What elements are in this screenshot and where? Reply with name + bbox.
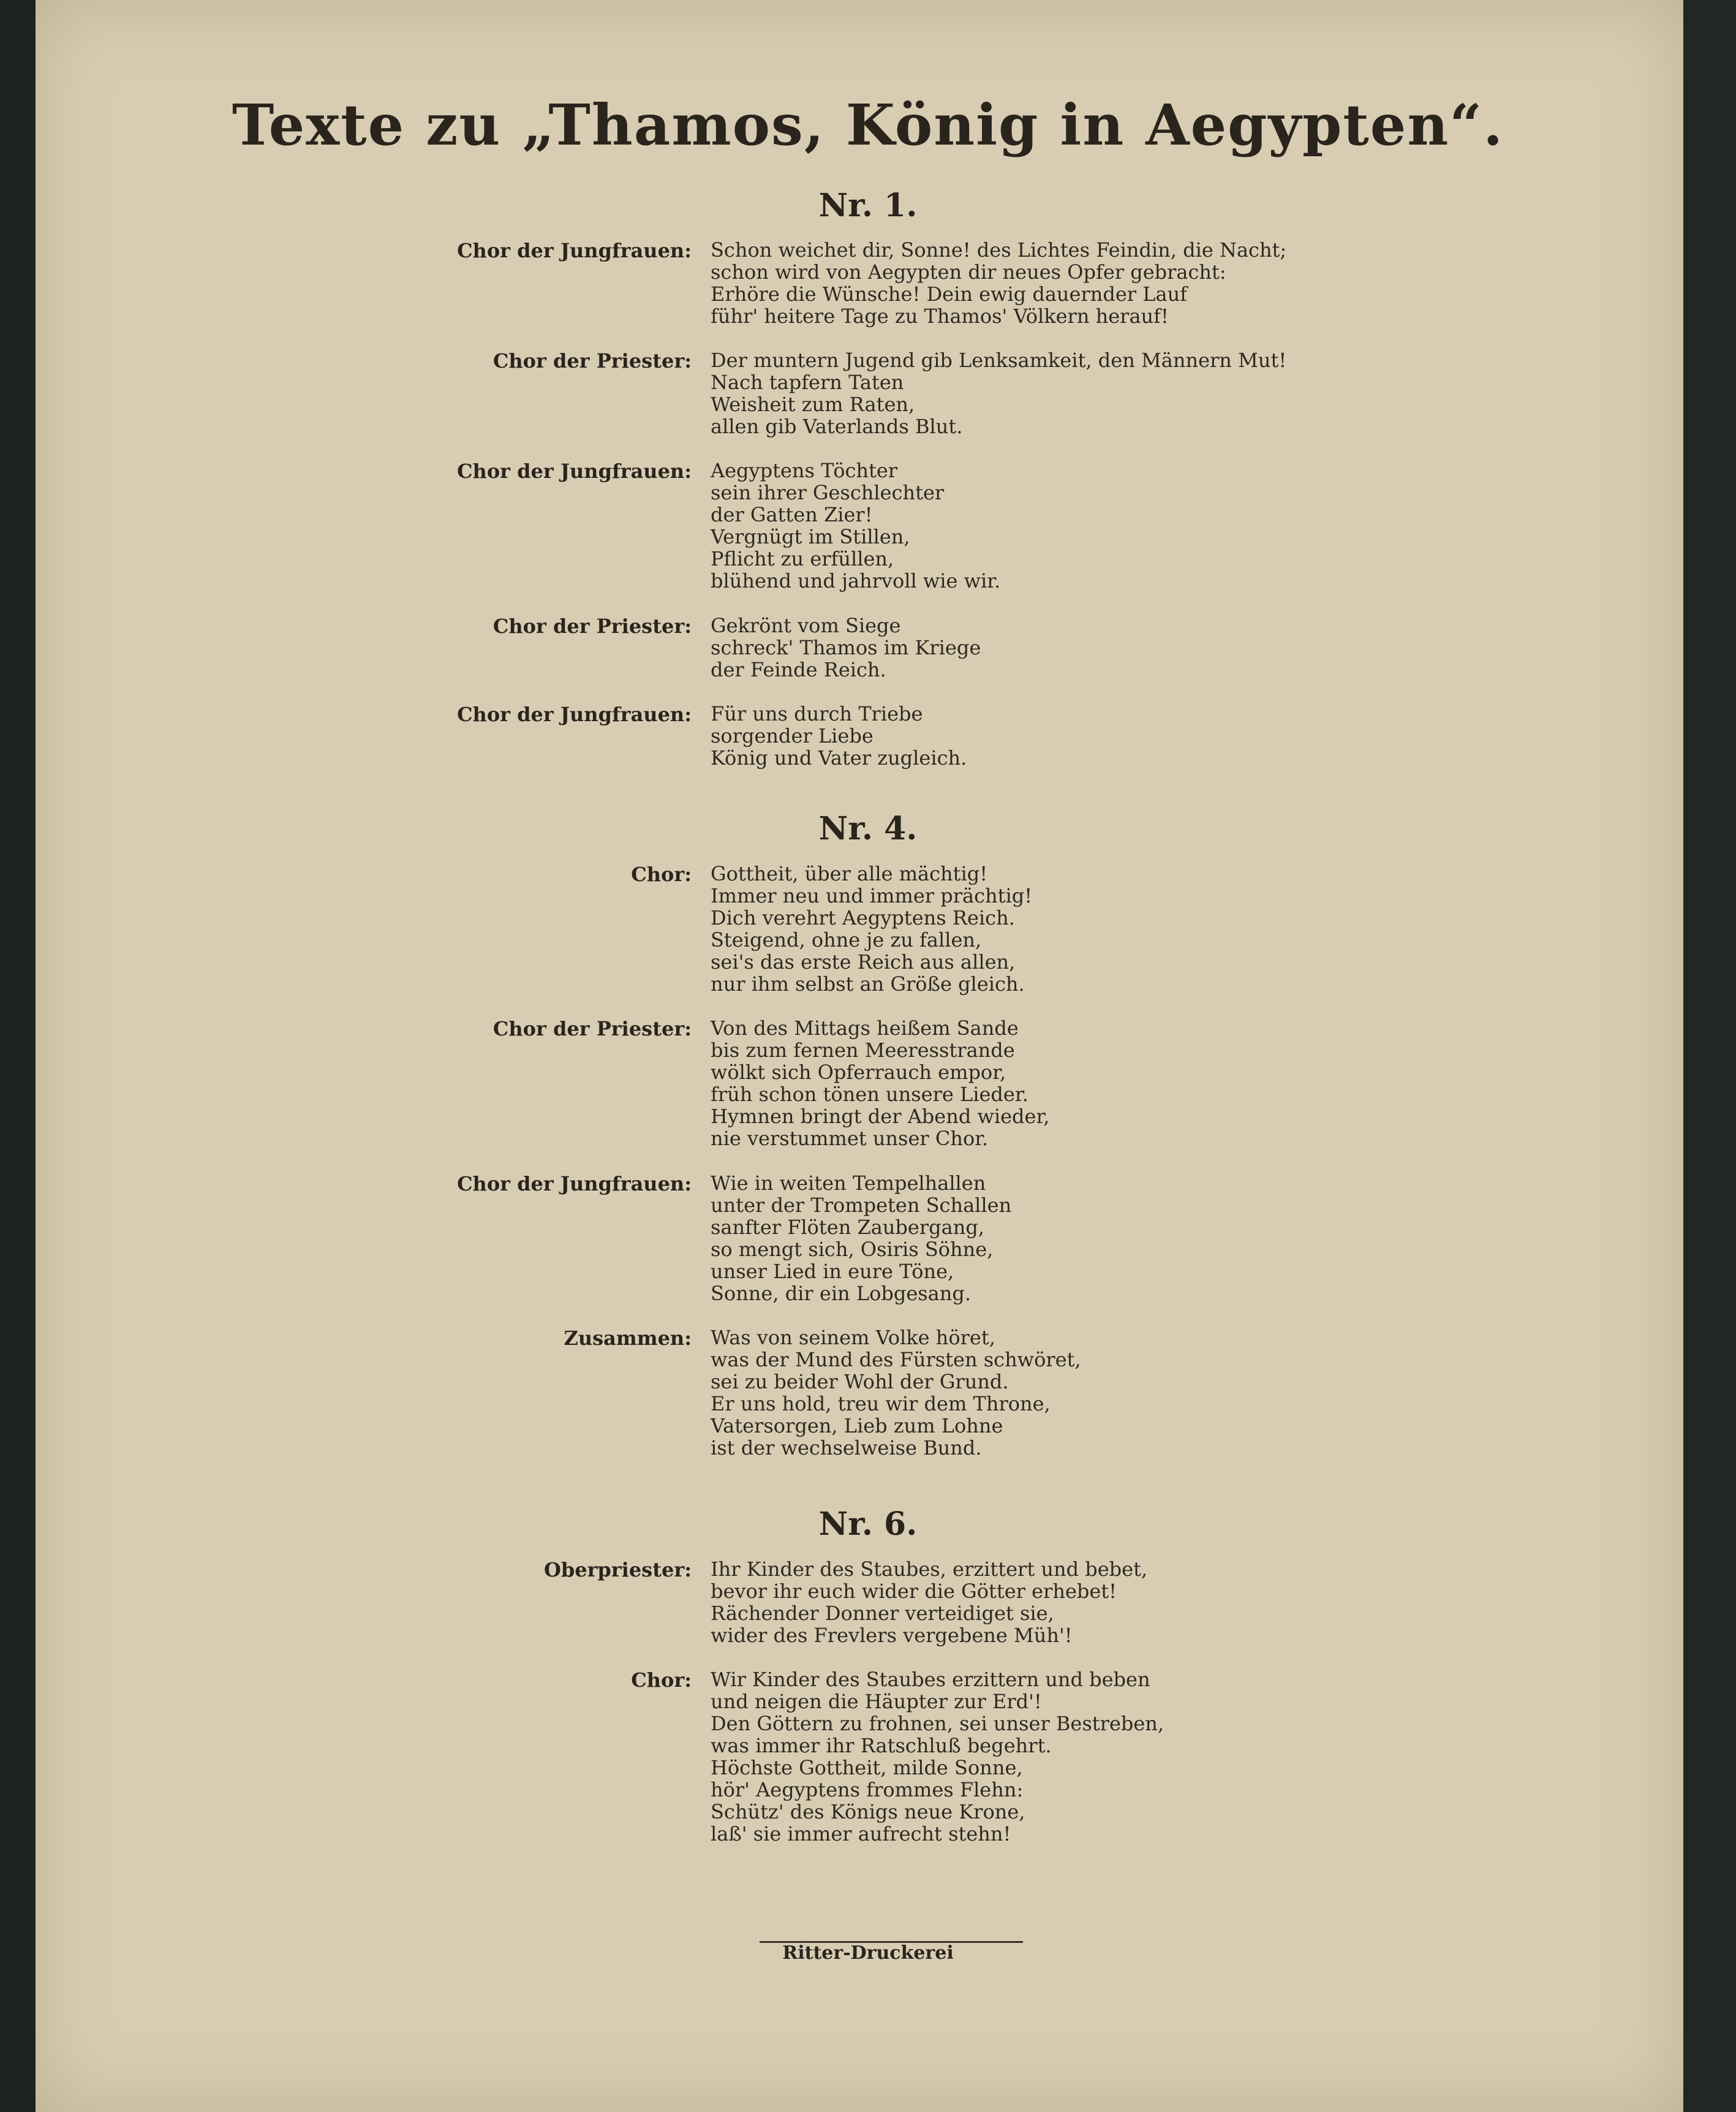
verse-block [711,460,1000,592]
speaker-label: Chor der Jungfrauen: [457,239,692,262]
verse-line: blühend und jahrvoll wie wir. [711,569,1001,592]
verse-line: sei's das erste Reich aus allen, [711,950,1016,974]
speaker-label: Oberpriester: [543,1558,692,1581]
speaker-label: Chor der Jungfrauen: [457,460,692,483]
verse-line: Erhöre die Wünsche! Dein ewig dauernder Lauf [711,282,1188,306]
verse-line: Immer neu und immer prächtig! [711,884,1033,907]
verse-line: früh schon tönen unsere Lieder. [711,1083,1028,1106]
verse-line: nie verstummet unser Chor. [711,1127,989,1150]
verse-line: führ' heitere Tage zu Thamos' Völkern herauf! [711,305,1169,328]
verse-block [711,349,1286,437]
verse-line: was immer ihr Ratschluß begehrt. [711,1734,1052,1757]
verse-line: schon wird von Aegypten dir neues Opfer gebracht: [711,260,1226,284]
speaker-label: Chor der Jungfrauen: [457,703,692,726]
verse-line: Weisheit zum Raten, [711,393,915,416]
verse-line: Wie in weiten Tempelhallen [711,1171,986,1195]
verse-line: Vergnügt im Stillen, [711,525,910,548]
verse-line: nur ihm selbst an Größe gleich. [711,972,1025,996]
verse-block [711,703,967,769]
page-title: Texte zu „Thamos, König in Aegypten“. [232,92,1504,158]
verse-line: schreck' Thamos im Kriege [711,636,981,659]
verse-line: hör' Aegyptens frommes Flehn: [711,1778,1024,1801]
verse-line: Wir Kinder des Staubes erzittern und beben [711,1668,1150,1691]
verse-block [711,1172,1011,1304]
verse-line: Er uns hold, treu wir dem Throne, [711,1392,1051,1415]
verse-line: ist der wechselweise Bund. [711,1436,982,1459]
verse-line: Nach tapfern Taten [711,371,904,394]
verse-line: Rächender Donner verteidiget sie, [711,1602,1054,1625]
verse-line: Pflicht zu erfüllen, [711,547,894,570]
verse-line: was der Mund des Fürsten schwöret, [711,1348,1081,1371]
verse-line: Den Göttern zu frohnen, sei unser Bestreben, [711,1712,1164,1735]
verse-line: Von des Mittags heißem Sande [711,1016,1019,1040]
section-heading-nr4: Nr. 4. [818,810,918,847]
speaker-label: Chor der Priester: [492,615,692,638]
verse-line: Dich verehrt Aegyptens Reich. [711,906,1015,929]
speaker-label: Chor der Jungfrauen: [457,1172,692,1195]
verse-line: sei zu beider Wohl der Grund. [711,1370,1009,1393]
speaker-label: Chor: [631,863,692,886]
verse-line: so mengt sich, Osiris Söhne, [711,1238,994,1261]
verse-line: Steigend, ohne je zu fallen, [711,928,982,952]
verse-line: Sonne, dir ein Lobgesang. [711,1282,972,1305]
verse-line: Schütz' des Königs neue Krone, [711,1800,1025,1823]
speaker-label: Chor der Priester: [492,349,692,373]
verse-line: Gekrönt vom Siege [711,614,901,637]
verse-line: Der muntern Jugend gib Lenksamkeit, den Männern Mut! [711,349,1287,372]
verse-line: unter der Trompeten Schallen [711,1194,1012,1217]
speaker-label: Zusammen: [564,1327,692,1350]
section-heading-nr1: Nr. 1. [818,187,918,224]
verse-block [711,863,1032,995]
verse-line: wider des Frevlers vergebene Müh'! [711,1624,1073,1647]
verse-line: König und Vater zugleich. [711,746,967,770]
printer-imprint: Ritter-Druckerei [782,1942,954,1964]
verse-block [711,1558,1147,1646]
verse-line: Hymnen bringt der Abend wieder, [711,1105,1050,1128]
verse-line: bis zum fernen Meeresstrande [711,1039,1015,1062]
verse-line: Für uns durch Triebe [711,702,923,725]
verse-line: Aegyptens Töchter [711,459,898,482]
verse-line: Ihr Kinder des Staubes, erzittert und bebet, [711,1558,1148,1581]
verse-line: laß' sie immer aufrecht stehn! [711,1822,1011,1845]
verse-line: Schon weichet dir, Sonne! des Lichtes Feindin, die Nacht; [711,238,1287,262]
verse-line: sorgender Liebe [711,724,874,748]
verse-line: unser Lied in eure Töne, [711,1260,954,1283]
section-heading-nr6: Nr. 6. [818,1505,918,1543]
verse-line: sein ihrer Geschlechter [711,481,945,504]
verse-line: der Gatten Zier! [711,503,873,526]
verse-line: und neigen die Häupter zur Erd'! [711,1690,1042,1713]
verse-line: Gottheit, über alle mächtig! [711,862,988,885]
verse-block [711,1668,1164,1845]
verse-line: Was von seinem Volke höret, [711,1326,995,1349]
verse-block [711,1327,1081,1459]
verse-line: Vatersorgen, Lieb zum Lohne [711,1414,1003,1437]
verse-block [711,615,981,681]
verse-line: allen gib Vaterlands Blut. [711,415,963,438]
verse-line: Höchste Gottheit, milde Sonne, [711,1756,1023,1779]
speaker-label: Chor der Priester: [492,1017,692,1040]
verse-line: der Feinde Reich. [711,658,886,681]
verse-line: wölkt sich Opferrauch empor, [711,1061,1006,1084]
verse-line: bevor ihr euch wider die Götter erhebet! [711,1580,1117,1603]
verse-block [711,239,1286,327]
speaker-label: Chor: [631,1668,692,1692]
verse-line: sanfter Flöten Zaubergang, [711,1216,984,1239]
binding-edge [1683,0,1736,2112]
verse-block [711,1017,1049,1149]
